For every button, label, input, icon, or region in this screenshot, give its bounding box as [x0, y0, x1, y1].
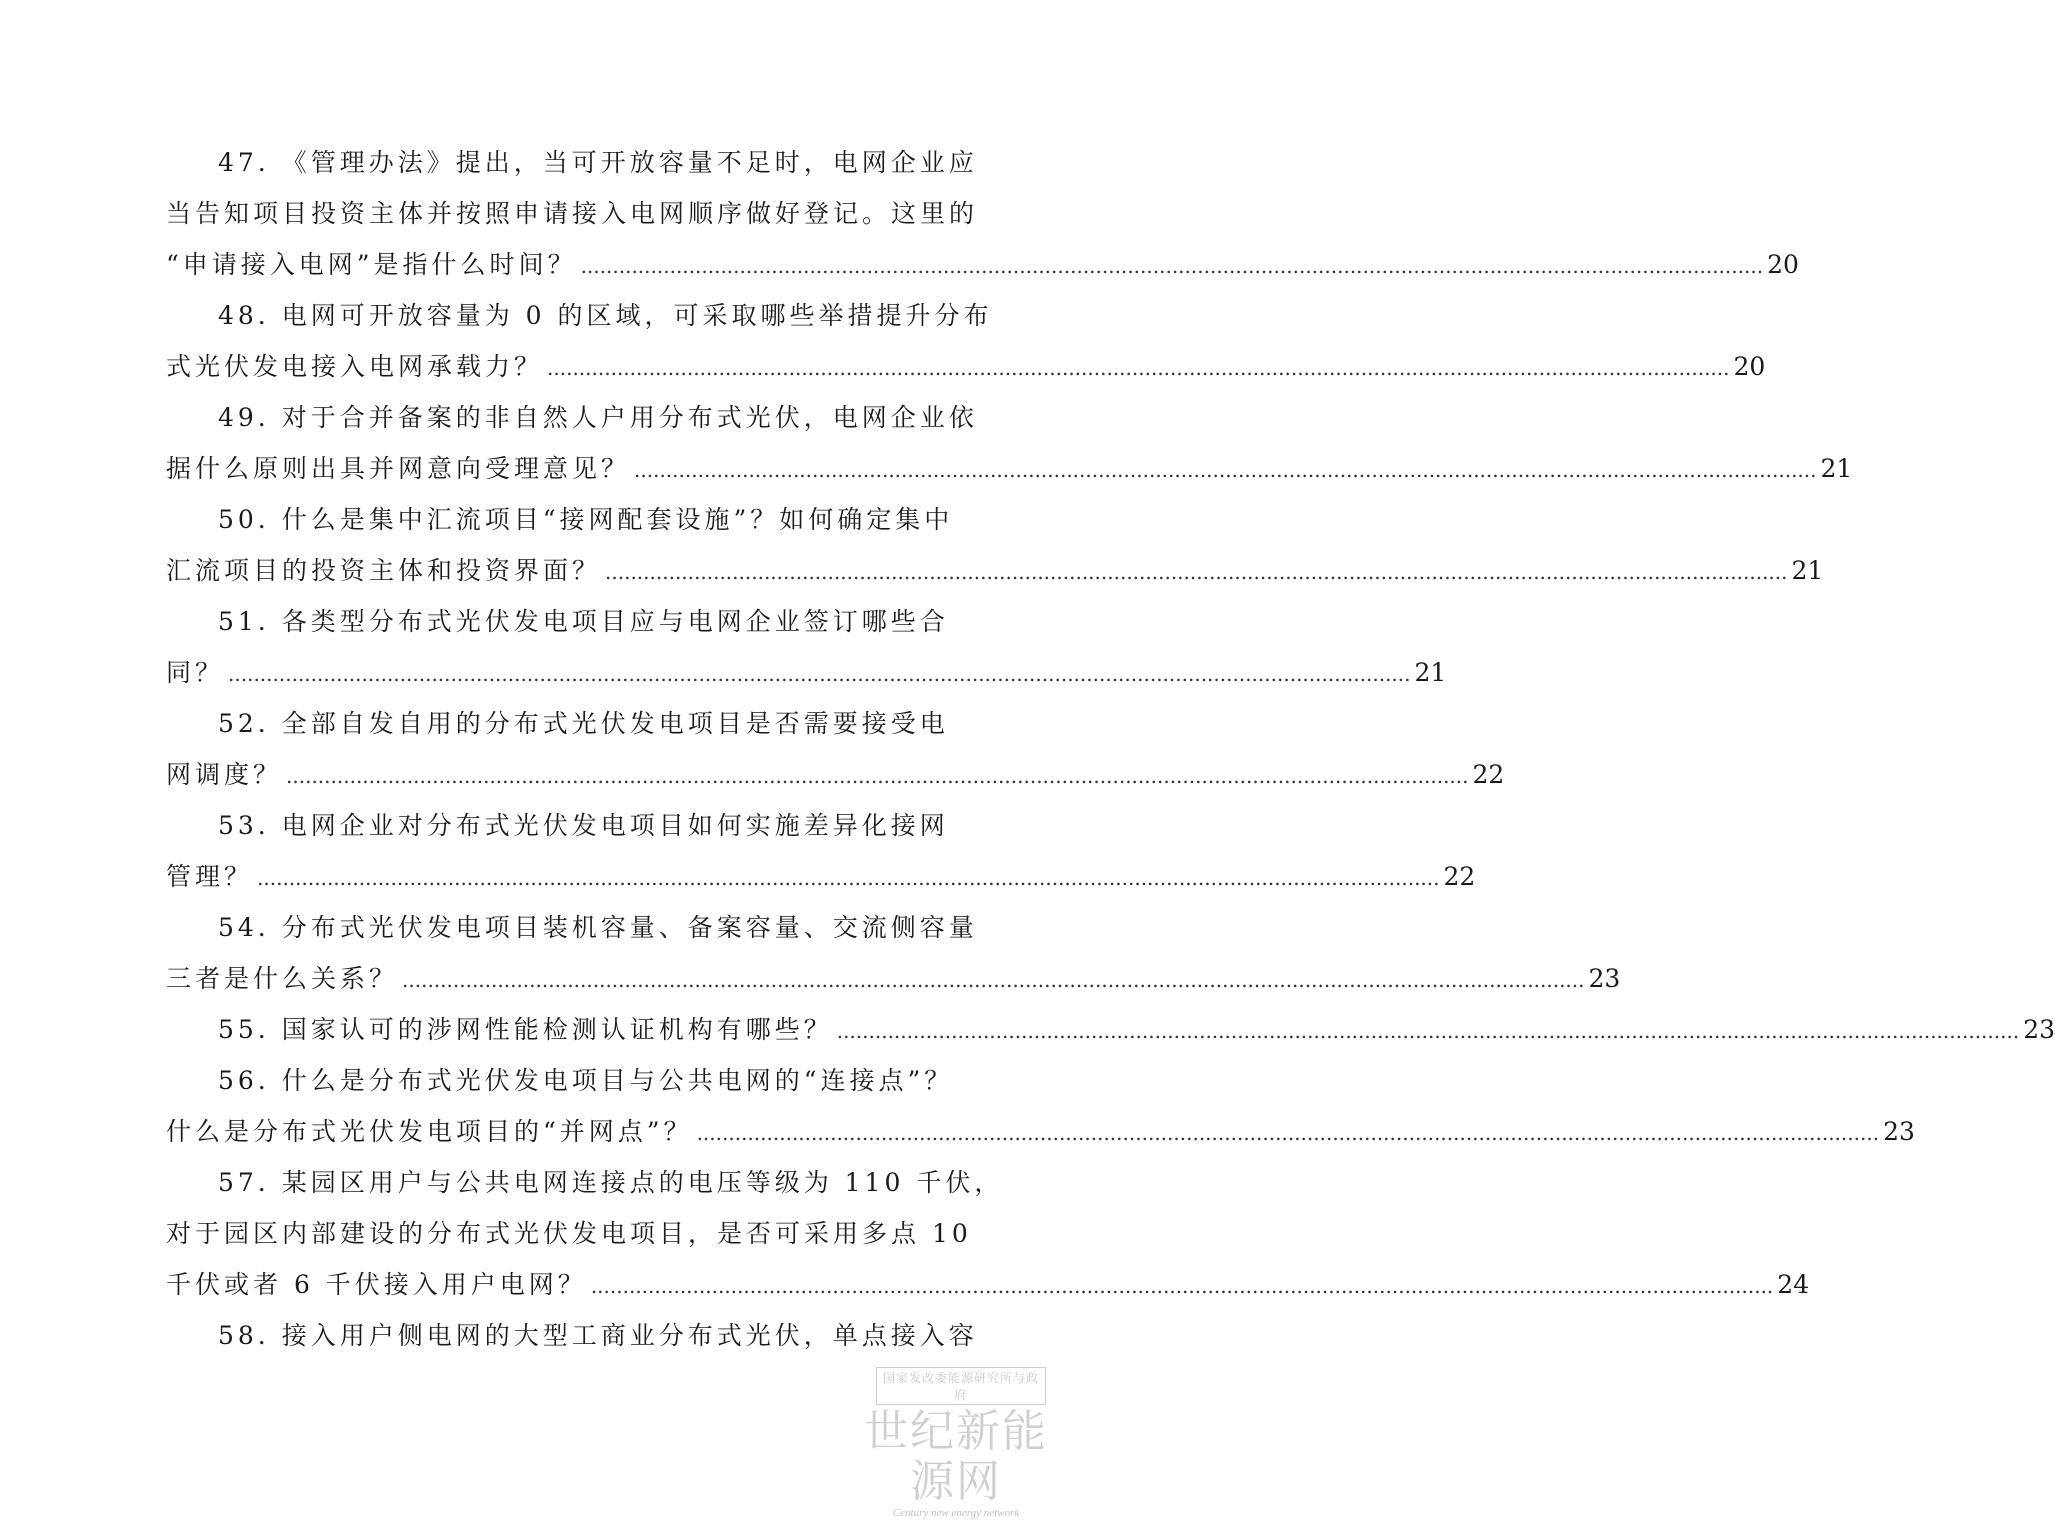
- toc-leader-dots: [402, 953, 1584, 1006]
- toc-entry-text: 58. 接入用户侧电网的大型工商业分布式光伏，单点接入容: [218, 1321, 978, 1350]
- toc-entry-line: [166, 443, 1853, 494]
- toc-entry[interactable]: [166, 596, 1447, 698]
- toc-entry-line: [166, 596, 949, 647]
- toc-entry-line: [166, 1106, 1915, 1157]
- toc-leader-dots: [605, 545, 1787, 598]
- toc-leader-dots: [581, 239, 1763, 292]
- toc-page-number: 21: [1414, 658, 1447, 687]
- toc-entry-text: 53. 电网企业对分布式光伏发电项目如何实施差异化接网: [218, 811, 949, 840]
- toc-entry-text: 48. 电网可开放容量为 0 的区域，可采取哪些举措提升分布: [218, 301, 993, 330]
- toc-entry-line: [166, 290, 993, 341]
- toc-entry-text: 同？: [166, 658, 225, 687]
- watermark-logo: [856, 1367, 1056, 1519]
- toc-entry-text: 千伏或者 6 千伏接入用户电网？: [166, 1270, 587, 1299]
- toc-entry-line: [166, 698, 949, 749]
- table-of-contents: [166, 137, 2055, 1361]
- toc-leader-dots: [286, 749, 1468, 802]
- toc-entry-text: 什么是分布式光伏发电项目的“并网点”？: [166, 1117, 693, 1146]
- toc-page-number: 20: [1767, 250, 1799, 279]
- toc-entry[interactable]: [166, 1055, 1915, 1157]
- toc-entry-line: [166, 953, 1621, 1004]
- toc-entry-line: [166, 392, 978, 443]
- toc-page-number: 21: [1791, 556, 1824, 585]
- toc-entry-line: [166, 341, 1766, 392]
- toc-entry-text: 52. 全部自发自用的分布式光伏发电项目是否需要接受电: [218, 709, 949, 738]
- toc-leader-dots: [591, 1259, 1773, 1312]
- toc-entry-line: [166, 239, 1799, 290]
- toc-entry-text: 对于园区内部建设的分布式光伏发电项目，是否可采用多点 10: [166, 1219, 972, 1248]
- toc-entry[interactable]: [166, 902, 1621, 1004]
- toc-page-number: 24: [1777, 1270, 1810, 1299]
- toc-entry-text: 51. 各类型分布式光伏发电项目应与电网企业签订哪些合: [218, 607, 949, 636]
- toc-entry[interactable]: [166, 800, 1476, 902]
- toc-entry[interactable]: [166, 1310, 978, 1361]
- toc-entry-line: [166, 1259, 1810, 1310]
- toc-entry-line: [166, 188, 979, 239]
- toc-entry-text: 54. 分布式光伏发电项目装机容量、备案容量、交流侧容量: [218, 913, 978, 942]
- toc-entry-line: [166, 494, 954, 545]
- toc-entry[interactable]: [166, 698, 1505, 800]
- toc-entry[interactable]: [166, 1004, 2055, 1055]
- toc-entry-text: 49. 对于合并备案的非自然人户用分布式光伏，电网企业依: [218, 403, 978, 432]
- toc-entry-line: [166, 902, 978, 953]
- toc-page-number: 22: [1472, 760, 1505, 789]
- toc-leader-dots: [697, 1106, 1879, 1159]
- toc-entry-text: 三者是什么关系？: [166, 964, 399, 993]
- toc-entry-text: 47. 《管理办法》提出，当可开放容量不足时，电网企业应: [218, 148, 978, 177]
- toc-entry-text: “申请接入电网”是指什么时间？: [166, 250, 577, 279]
- toc-entry-line: [166, 1208, 972, 1259]
- toc-entry-line: [166, 800, 949, 851]
- toc-entry[interactable]: [166, 137, 1799, 290]
- toc-entry-text: 56. 什么是分布式光伏发电项目与公共电网的“连接点”？: [218, 1066, 954, 1095]
- watermark-subtitle: 国家发改委能源研究所与政府: [876, 1367, 1046, 1405]
- toc-page-number: 23: [2023, 1015, 2055, 1044]
- watermark-title: 世纪新能源网: [864, 1406, 1048, 1507]
- toc-entry-line: [166, 1004, 2055, 1055]
- toc-entry-text: 55. 国家认可的涉网性能检测认证机构有哪些？: [218, 1015, 833, 1044]
- toc-entry[interactable]: [166, 1157, 1810, 1310]
- toc-entry[interactable]: [166, 494, 1824, 596]
- toc-entry-line: [166, 749, 1505, 800]
- toc-leader-dots: [257, 851, 1439, 904]
- toc-entry[interactable]: [166, 392, 1853, 494]
- toc-leader-dots: [547, 341, 1729, 394]
- toc-entry-line: [166, 545, 1824, 596]
- toc-entry-line: [166, 1310, 978, 1361]
- toc-page-number: 20: [1733, 352, 1766, 381]
- toc-entry-text: 式光伏发电接入电网承载力？: [166, 352, 544, 381]
- toc-entry-line: [166, 851, 1476, 902]
- toc-entry-text: 管理？: [166, 862, 254, 891]
- toc-entry-line: [166, 137, 978, 188]
- toc-entry-text: 汇流项目的投资主体和投资界面？: [166, 556, 602, 585]
- toc-entry-text: 50. 什么是集中汇流项目“接网配套设施”？如何确定集中: [218, 505, 954, 534]
- toc-page-number: 22: [1443, 862, 1476, 891]
- toc-entry-text: 当告知项目投资主体并按照申请接入电网顺序做好登记。这里的: [166, 199, 979, 228]
- toc-page-number: 21: [1820, 454, 1853, 483]
- toc-entry-text: 57. 某园区用户与公共电网连接点的电压等级为 110 千伏，: [218, 1168, 1004, 1197]
- toc-entry-text: 据什么原则出具并网意向受理意见？: [166, 454, 631, 483]
- toc-entry-line: [166, 1055, 954, 1106]
- toc-entry-line: [166, 1157, 1004, 1208]
- toc-entry-text: 网调度？: [166, 760, 283, 789]
- watermark-english: Century new energy network: [892, 1507, 1020, 1519]
- toc-entry-line: [166, 647, 1447, 698]
- toc-leader-dots: [228, 647, 1410, 700]
- toc-leader-dots: [634, 443, 1816, 496]
- toc-page-number: 23: [1883, 1117, 1915, 1146]
- toc-leader-dots: [837, 1004, 2019, 1057]
- toc-entry[interactable]: [166, 290, 1766, 392]
- toc-page-number: 23: [1588, 964, 1621, 993]
